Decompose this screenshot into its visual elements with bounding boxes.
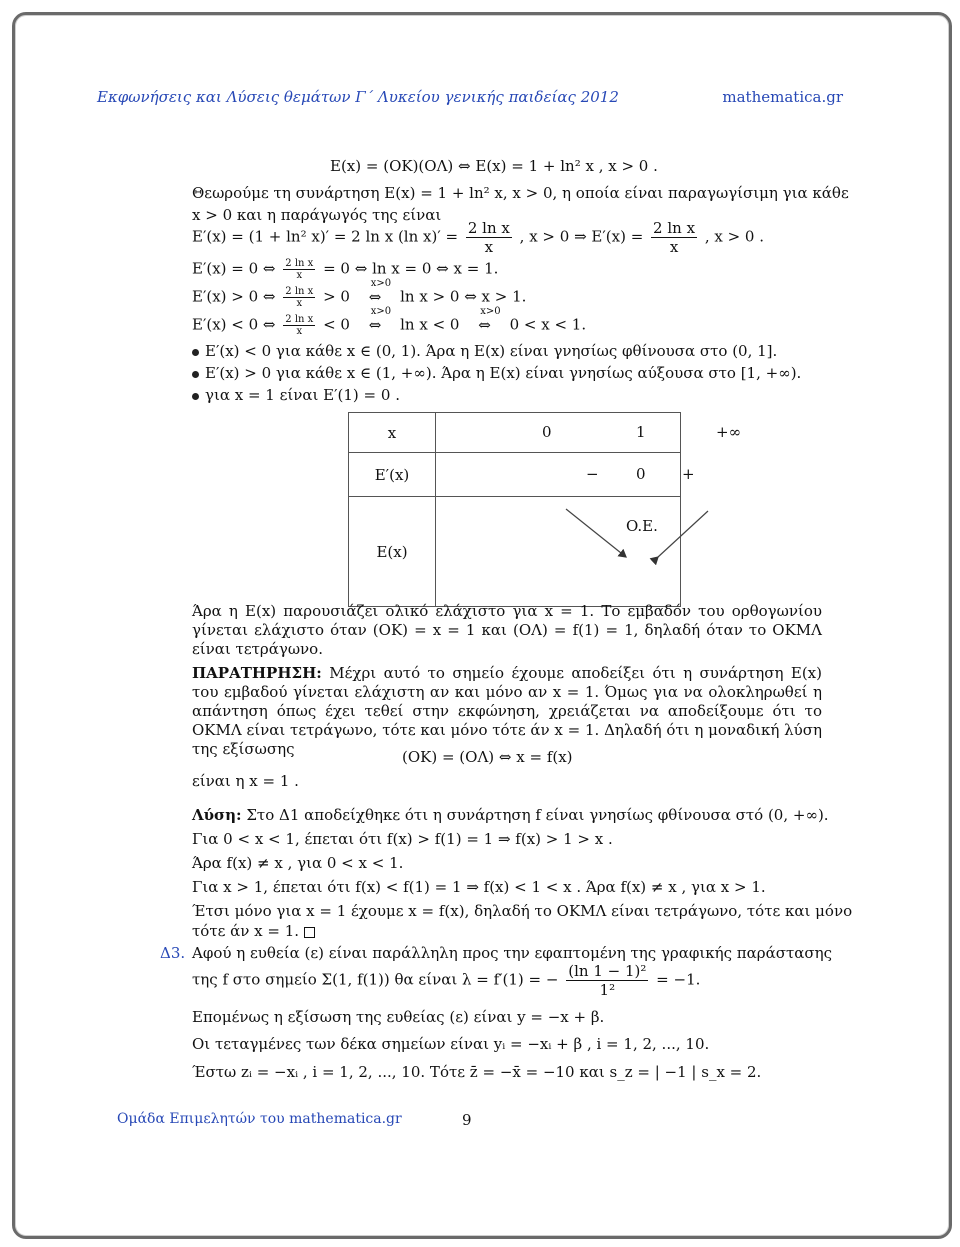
derivative-equation [192,219,764,256]
fraction: $\frac{\text{2 ln x}}{x}$ [467,219,510,256]
fraction: $\frac{\text{2 ln x}}{x}$ [285,258,314,281]
question-line: Αφού η ευθεία (ε) είναι παράλληλη προς την εφαπτομένη της γραφικής παράστασης [192,944,833,962]
derivative-zero-line: E′(x) = 0 ⇔ $\frac{\text{2 ln x}}{x}$ = 0 ⇔ ln x = 0 ⇔ x = 1. [192,258,499,281]
table-sign-values: − 0 + [436,453,681,497]
solution-line: Για 0 < x < 1, έπεται ότι f(x) > f(1) = 1 ⇒ f(x) > 1 > x . [192,830,613,848]
question-line: Έστω zᵢ = −xᵢ , i = 1, 2, ..., 10. Τότε z̄ = −x̄ = −10 και s_z = | −1 | s_x = 2. [192,1063,762,1081]
footer-team: Ομάδα Επιμελητών του mathematica.gr [117,1111,402,1127]
fraction: $\frac{\text{(ln 1 − 1)²}}{\text{1²}}$ [568,962,647,999]
bullet-item: E′(x) > 0 για κάθε x ∈ (1, +∞). Άρα η E(x) είναι γνησίως αύξουσα στο [1, +∞). [192,364,801,382]
question-line: Οι τεταγμένες των δέκα σημείων είναι yᵢ = −xᵢ + β , i = 1, 2, ..., 10. [192,1035,710,1053]
solution-line: Λύση: Στο Δ1 αποδείχθηκε ότι η συνάρτηση f είναι γνησίως φθίνουσα στό (0, +∞). [192,806,829,824]
note-paragraph: ΠΑΡΑΤΗΡΗΣΗ: Μέχρι αυτό το σημείο έχουμε αποδείξει ότι η συνάρτηση E(x) του εμβαδού γίνεται ελάχιστη αν και μόνο αν x = 1. Όμως για να ολοκληρωθεί η απάντηση όπως έχει τεθεί στην εκφώνηση, χρειάζεται να αποδείξουμε ότι το OKMΛ είναι τετράγωνο, τότε και μόνο τότε άν x = 1. Δηλαδή ότι η μοναδική λύση της εξίσωσης [192,664,822,758]
solution-line: Άρα f(x) ≠ x , για 0 < x < 1. [192,854,404,872]
table-label-function: E(x) [349,497,436,607]
derivative-mid: , x > 0 ⇒ E′(x) = [519,227,644,246]
table-label-derivative: E′(x) [349,453,436,497]
table-monotonicity [436,497,681,607]
bullet-item: E′(x) < 0 για κάθε x ∈ (0, 1). Άρα η E(x) είναι γνησίως φθίνουσα στο (0, 1]. [192,342,777,360]
table-x-values: 0 1 +∞ [436,413,681,453]
fraction: $\frac{\text{2 ln x}}{x}$ [285,314,314,337]
header-site-link[interactable]: mathematica.gr [722,88,843,106]
fixed-point-equation: (OK) = (OΛ) ⇔ x = f(x) [402,748,573,766]
solution-line: Έτσι μόνο για x = 1 έχουμε x = f(x), δηλαδή το OKMΛ είναι τετράγωνο, τότε και μόνο [192,902,853,920]
derivative-end: , x > 0 . [704,227,765,246]
variation-table [348,412,742,607]
fraction: $\frac{\text{2 ln x}}{x}$ [653,219,696,256]
increasing-arrow [658,511,708,557]
solution-line: τότε άν x = 1. [192,922,315,940]
table-label-x: x [349,413,436,453]
derivative-left: E′(x) = (1 + ln² x)′ = 2 ln x (ln x)′ = [192,227,459,246]
question-marker: Δ3. [160,944,186,962]
equivalence-given-x-positive: x>0 ⇔ [478,305,501,334]
paragraph-line: είναι η x = 1 . [192,772,299,790]
derivative-positive-line: E′(x) > 0 ⇔ $\frac{\text{2 ln x}}{x}$ > 0 x>0 ⇔ ln x > 0 ⇔ x > 1. [192,277,527,309]
bullet-item: για x = 1 είναι E′(1) = 0 . [192,386,400,404]
paragraph: Άρα η E(x) παρουσιάζει ολικό ελάχιστο για x = 1. Το εμβαδόν του ορθογωνίου γίνεται ελάχιστο όταν (OK) = x = 1 και (OΛ) = f(1) = 1, δηλαδή όταν το OKMΛ είναι τετράγωνο. [192,602,822,658]
solution-line: Για x > 1, έπεται ότι f(x) < f(1) = 1 ⇒ f(x) < 1 < x . Άρα f(x) ≠ x , για x > 1. [192,878,766,896]
decreasing-arrow [566,509,626,557]
bullet-icon [192,371,199,378]
monotonicity-arrows [436,497,736,607]
equivalence-given-x-positive: x>0 ⇔ [368,305,392,334]
area-equation: E(x) = (OK)(OΛ) ⇔ E(x) = 1 + ln² x , x > 0 . [330,157,658,175]
paragraph-line: x > 0 και η παράγωγός της είναι [192,206,442,224]
page-number: 9 [462,1111,472,1129]
bullet-icon [192,393,199,400]
bullet-icon [192,349,199,356]
paragraph-line: Θεωρούμε τη συνάρτηση E(x) = 1 + ln² x, x > 0, η οποία είναι παραγωγίσιμη για κάθε [192,184,849,202]
header-title: Εκφωνήσεις και Λύσεις θεμάτων Γ΄ Λυκείου γενικής παιδείας 2012 [97,88,619,106]
equivalence-given-x-positive: x>0 ⇔ [368,277,392,306]
fraction: $\frac{\text{2 ln x}}{x}$ [285,286,314,309]
minimum-label: O.E. [626,517,658,535]
qed-icon [304,927,315,938]
slope-equation: της f στο σημείο Σ(1, f(1)) θα είναι λ = f′(1) = − $\frac{\text{(ln 1 − 1)²}}{\text{1²}}$ = −1. [192,962,701,999]
derivative-negative-line: E′(x) < 0 ⇔ $\frac{\text{2 ln x}}{x}$ < 0 x>0 ⇔ ln x < 0 x>0 ⇔ 0 < x < 1. [192,305,587,337]
question-line: Επομένως η εξίσωση της ευθείας (ε) είναι y = −x + β. [192,1008,605,1026]
